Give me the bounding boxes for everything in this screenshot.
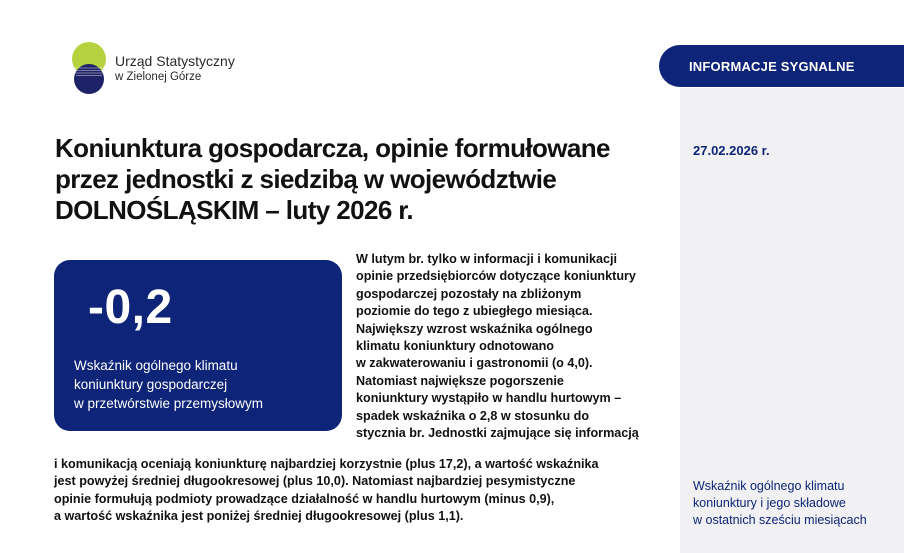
body-line: opinie przedsiębiorców dotyczące koniunktury <box>356 269 636 284</box>
logo-name: Urząd Statystyczny <box>115 53 235 69</box>
caption-line: Wskaźnik ogólnego klimatu <box>693 479 845 493</box>
body-line: klimatu koniunktury odnotowano <box>356 339 555 354</box>
body-line: i komunikacją oceniają koniunkturę najbardziej korzystnie (plus 17,2), a wartość wskaźnika <box>54 457 599 471</box>
informacje-sygnalne-tab <box>659 45 904 87</box>
kpi-label-line: w przetwórstwie przemysłowym <box>74 396 264 411</box>
body-line: Natomiast największe pogorszenie <box>356 373 564 388</box>
kpi-value: -0,2 <box>88 281 173 334</box>
body-line: poziomie do tego z ubiegłego miesiąca. <box>356 304 593 319</box>
title-line: DOLNOŚLĄSKIM – luty 2026 r. <box>55 195 414 225</box>
caption-line: w ostatnich sześciu miesiącach <box>693 513 867 527</box>
body-line: spadek wskaźnika o 2,8 w stosunku do <box>356 408 590 423</box>
caption-line: koniunktury i jego składowe <box>693 496 846 510</box>
body-line: a wartość wskaźnika jest poniżej średniej długookresowej (plus 1,1). <box>54 509 464 524</box>
sidebar-caption <box>693 478 898 529</box>
body-line: koniunktury wystąpiło w handlu hurtowym – <box>356 391 622 406</box>
page-title <box>55 133 655 226</box>
logo-subname: w Zielonej Górze <box>115 71 202 83</box>
title-line: przez jednostki z siedzibą w województwie <box>55 164 557 194</box>
body-paragraph-column <box>356 251 676 442</box>
body-line: w zakwaterowaniu i gastronomii (o 4,0). <box>356 356 593 371</box>
body-line: opinie formułują podmioty prowadzące działalność w handlu hurtowym (minus 0,9), <box>54 491 555 506</box>
body-line: gospodarczej pozostały na zbliżonym <box>356 286 582 301</box>
body-line: stycznia br. Jednostki zajmujące się informacją <box>356 426 639 441</box>
kpi-card <box>54 260 342 431</box>
body-line: W lutym br. tylko w informacji i komunikacji <box>356 252 618 266</box>
kpi-label-line: Wskaźnik ogólnego klimatu <box>74 358 238 373</box>
title-line: Koniunktura gospodarcza, opinie formułowane <box>55 133 610 163</box>
body-line: jest powyżej średniej długookresowej (plus 10,0). Natomiast najbardziej pesymistyczne <box>54 474 576 489</box>
kpi-label-line: koniunktury gospodarczej <box>74 377 228 392</box>
body-paragraph-full <box>54 456 676 526</box>
tab-label: INFORMACJE SYGNALNE <box>689 58 855 74</box>
publication-date: 27.02.2026 r. <box>693 143 770 158</box>
body-line: Największy wzrost wskaźnika ogólnego <box>356 321 593 336</box>
kpi-label <box>74 356 329 413</box>
logo-icon <box>70 42 270 98</box>
